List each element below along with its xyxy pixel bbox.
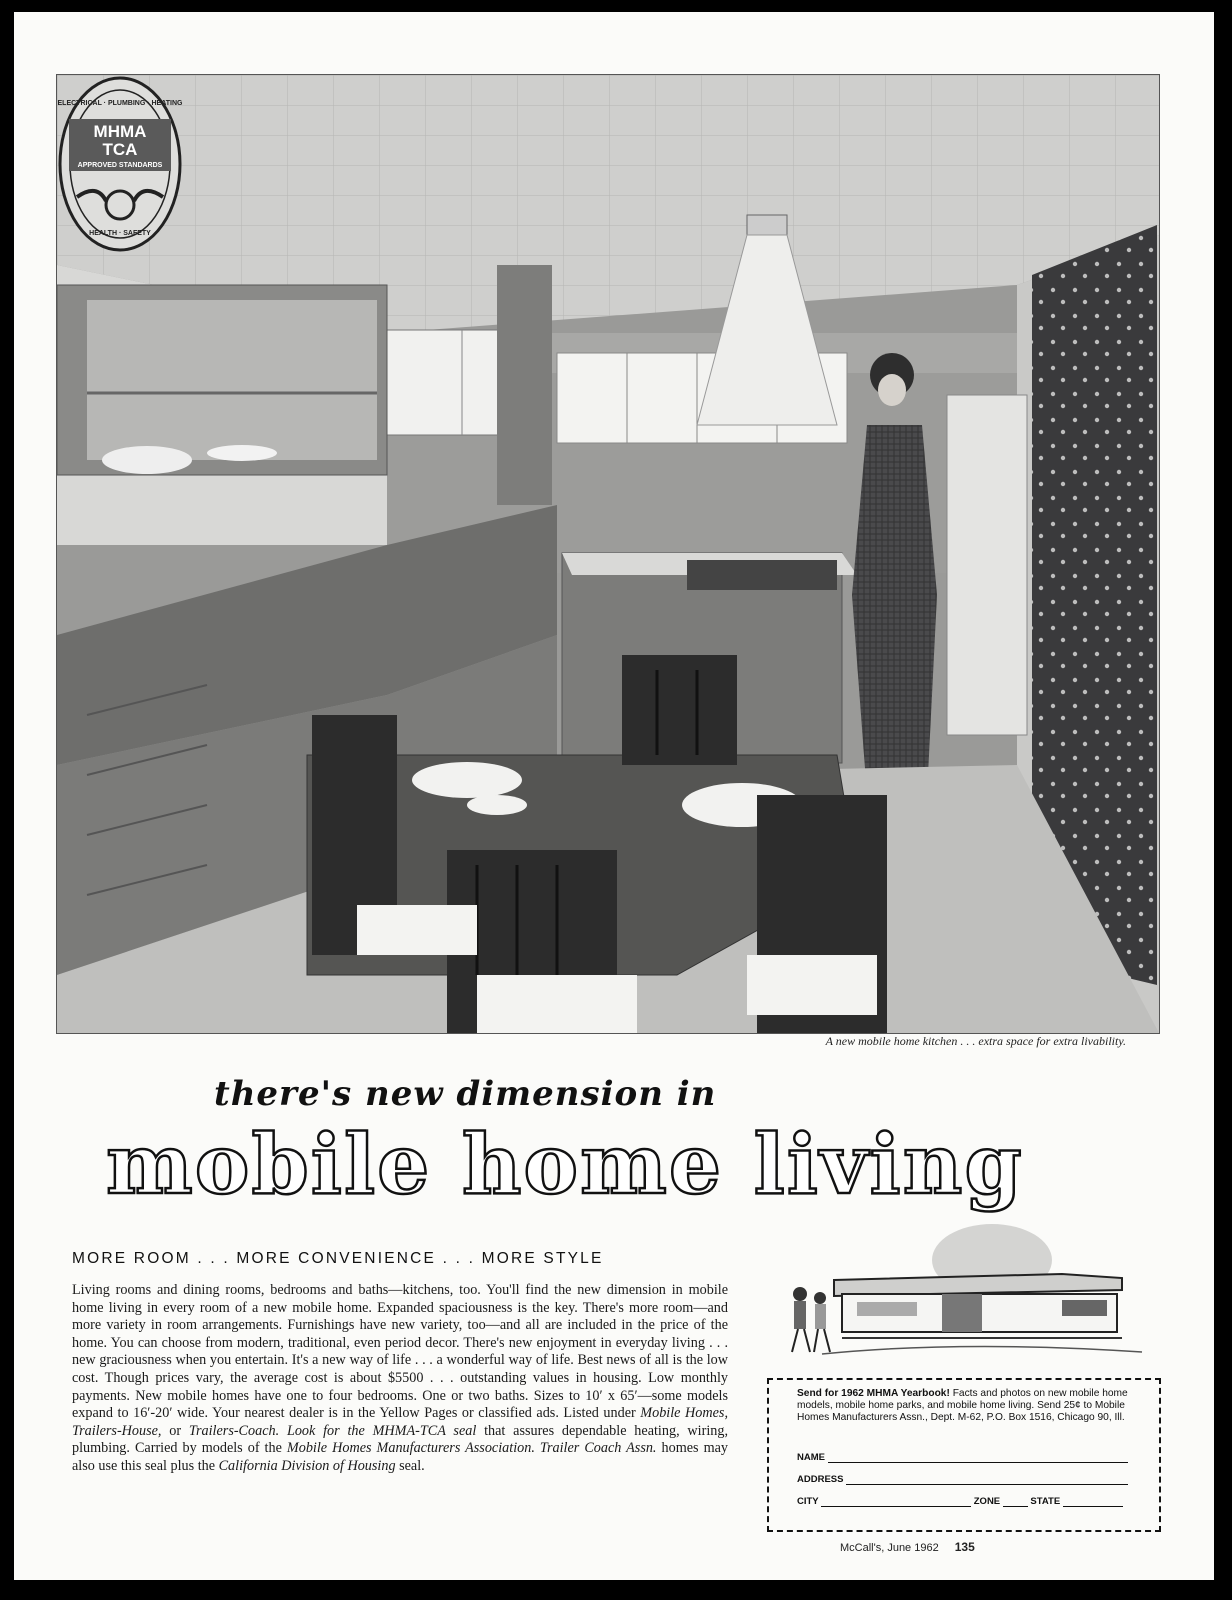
city-zone-state-field[interactable] xyxy=(797,1496,1123,1507)
photo-caption: A new mobile home kitchen . . . extra space for extra livability. xyxy=(825,1034,1126,1048)
name-label: NAME xyxy=(797,1452,825,1463)
seal-arc-bottom: HEALTH · SAFETY xyxy=(89,230,151,237)
body-text-3: that assures dependable heating, wiring, plumbing. Carried by models of the xyxy=(72,1422,728,1457)
coupon-offer-title: Send for 1962 MHMA Yearbook! xyxy=(797,1388,950,1399)
address-label: ADDRESS xyxy=(797,1474,844,1485)
body-italic-1: Mobile Homes, Trailers-House, xyxy=(72,1405,728,1439)
city-line[interactable] xyxy=(821,1496,971,1507)
zone-label: ZONE xyxy=(973,1496,1001,1507)
address-field[interactable] xyxy=(797,1474,1128,1485)
footer-source: McCall's, June 1962 xyxy=(840,1542,939,1554)
state-line[interactable] xyxy=(1063,1496,1123,1507)
name-line[interactable] xyxy=(828,1452,1128,1463)
coupon-offer-text: Facts and photos on new mobile home models, mobile home parks, and mobile home living. Send 25¢ to Mobile Homes Manufacturers Assn., Dept. M-62, P.O. Box 1516, Chicago 90, Ill. xyxy=(797,1388,1128,1423)
kitchen-photo xyxy=(56,74,1160,1034)
mhma-tca-seal xyxy=(57,75,183,253)
mobile-home-illustration xyxy=(762,1222,1162,1360)
body-text-5: seal. xyxy=(395,1457,425,1474)
body-text-1: Living rooms and dining rooms, bedrooms and baths—kitchens, too. You'll find the new dimension in mobile home living in every room of a new mobile home. Expanded spaciousness is the key. There's more room—and more variety in room arrangements. Furnishings have new variety, too—and all are included in the price of the home. You can choose from modern, traditional, even period decor. There's new enjoyment in everyday living . . . new graciousness when you entertain. It's a new way of life . . . a wonderful way of life. Best news of all is the low cost. Though prices vary, the average cost is about $5500 . . . outstanding values in housing. Low monthly payments. New mobile homes have one to four bedrooms. One or two baths. Sizes to 10′ x 65′—some models expand to 16′-20′ wide. Your nearest dealer is in the Yellow Pages or classified ads. Listed under xyxy=(72,1282,728,1422)
headline: mobile home living xyxy=(106,1117,1024,1213)
body-copy xyxy=(72,1282,728,1476)
seal-line-1: MHMA xyxy=(93,122,147,141)
page-number: 135 xyxy=(954,1540,975,1554)
yearbook-coupon xyxy=(767,1378,1161,1532)
kitchen-illustration xyxy=(57,75,1159,1033)
seal-arc-top: ELECTRICAL · PLUMBING · HEATING xyxy=(57,100,183,107)
state-label: STATE xyxy=(1030,1496,1061,1507)
body-text-4: homes may also use this seal plus the xyxy=(72,1440,728,1474)
city-label: CITY xyxy=(797,1496,819,1507)
seal-line-3: APPROVED STANDARDS xyxy=(77,162,163,169)
address-line[interactable] xyxy=(846,1474,1128,1485)
tagline: there's new dimension in xyxy=(214,1074,717,1114)
magazine-page xyxy=(14,12,1214,1580)
body-italic-2: Trailers-Coach. Look for the MHMA-TCA seal xyxy=(188,1422,477,1439)
zone-line[interactable] xyxy=(1003,1496,1028,1507)
page-footer xyxy=(840,1540,975,1554)
seal-line-2: TCA xyxy=(102,140,138,159)
body-italic-3: Mobile Homes Manufacturers Association. Trailer Coach Assn. xyxy=(286,1440,657,1457)
body-italic-4: California Division of Housing xyxy=(218,1457,396,1474)
coupon-offer xyxy=(797,1388,1142,1424)
name-field[interactable] xyxy=(797,1452,1128,1463)
subhead: MORE ROOM . . . MORE CONVENIENCE . . . MORE STYLE xyxy=(72,1250,604,1267)
body-text-2: or xyxy=(161,1422,189,1439)
